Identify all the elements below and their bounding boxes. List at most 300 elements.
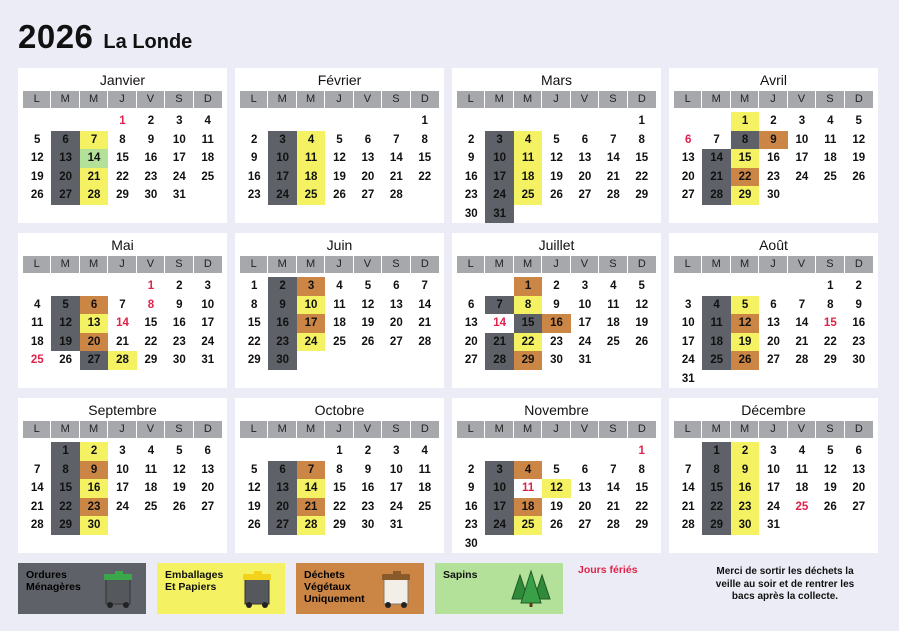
day-cell: 28 <box>795 354 809 366</box>
day-cell: 17 <box>297 314 325 333</box>
day-cell: 27 <box>464 354 478 366</box>
day-cell: 1 <box>251 280 258 292</box>
empty-cell <box>731 370 759 389</box>
month-7 <box>669 233 878 388</box>
day-cell: 28 <box>606 519 620 531</box>
day-cell: 28 <box>297 516 325 535</box>
day-cell: 5 <box>827 445 834 457</box>
day-cell: 21 <box>606 170 620 183</box>
day-cell: 7 <box>393 133 400 146</box>
day-cell: 14 <box>418 298 432 311</box>
day-cell: 12 <box>635 298 649 311</box>
day-cell: 3 <box>176 115 183 127</box>
day-cell: 8 <box>827 298 834 311</box>
empty-cell <box>108 516 136 535</box>
legend-label: Ordures Ménagères <box>26 569 81 593</box>
day-cell: 27 <box>268 516 296 535</box>
day-cell: 25 <box>823 170 837 183</box>
empty-cell <box>514 112 542 131</box>
weekday-label: M <box>297 91 325 108</box>
day-cell: 8 <box>702 461 730 480</box>
day-cell: 4 <box>514 461 542 480</box>
legend-label: Déchets Végétaux Uniquement <box>304 569 365 605</box>
weekday-label: L <box>23 421 51 438</box>
day-cell: 29 <box>514 351 542 370</box>
day-cell: 15 <box>116 152 129 164</box>
day-cell: 28 <box>606 189 620 201</box>
weekday-label: L <box>674 421 702 438</box>
day-cell: 27 <box>767 354 780 366</box>
month-name: Août <box>759 237 788 253</box>
day-cell: 11 <box>333 298 346 311</box>
day-cell: 6 <box>268 461 296 480</box>
day-cell: 1 <box>638 445 645 457</box>
empty-cell <box>702 370 730 389</box>
day-cell: 28 <box>681 519 695 531</box>
day-cell: 6 <box>581 133 589 146</box>
day-cell: 7 <box>297 461 325 480</box>
day-cell: 3 <box>297 277 325 296</box>
week-row <box>674 131 873 150</box>
day-cell: 11 <box>607 298 620 311</box>
empty-cell <box>80 277 108 296</box>
day-cell: 5 <box>176 445 183 457</box>
day-cell: 14 <box>606 152 620 164</box>
week-row <box>23 149 222 168</box>
empty-cell <box>542 205 570 224</box>
empty-cell <box>108 277 136 296</box>
day-cell: 12 <box>361 298 375 311</box>
empty-cell <box>51 112 79 131</box>
weekday-header <box>457 91 656 108</box>
day-cell: 7 <box>610 463 617 476</box>
day-cell: 14 <box>80 149 108 168</box>
day-cell: 11 <box>824 133 837 146</box>
weekday-header <box>240 421 439 438</box>
day-cell: 4 <box>204 115 211 127</box>
day-cell: 9 <box>364 463 372 476</box>
day-cell: 31 <box>681 372 695 385</box>
week-row <box>457 296 656 315</box>
empty-cell <box>325 351 353 370</box>
day-cell: 9 <box>468 152 475 164</box>
day-cell: 7 <box>685 463 692 476</box>
day-cell: 8 <box>421 133 428 146</box>
empty-cell <box>599 205 627 224</box>
legend-emballages-papiers <box>157 563 285 614</box>
week-row <box>23 168 222 187</box>
day-cell: 6 <box>855 445 862 457</box>
day-cell: 19 <box>30 170 44 183</box>
week-row <box>240 498 439 517</box>
day-cell: 12 <box>51 314 79 333</box>
day-cell: 22 <box>116 170 129 183</box>
day-cell: 13 <box>51 149 79 168</box>
day-cell: 18 <box>333 317 346 329</box>
day-cell: 18 <box>702 333 730 352</box>
day-cell: 17 <box>578 317 592 329</box>
week-row <box>674 498 873 517</box>
day-cell: 12 <box>731 314 759 333</box>
day-cell: 29 <box>333 519 346 531</box>
weekday-label: M <box>731 256 759 273</box>
month-name: Février <box>317 72 362 88</box>
day-cell: 19 <box>172 482 186 494</box>
week-row <box>457 186 656 205</box>
week-row <box>457 535 656 554</box>
empty-cell <box>411 186 439 205</box>
day-cell: 31 <box>201 354 215 366</box>
day-cell: 11 <box>297 149 325 168</box>
day-cell: 25 <box>201 170 215 183</box>
day-cell: 28 <box>108 351 136 370</box>
day-cell: 23 <box>464 189 478 201</box>
day-cell: 20 <box>268 498 296 517</box>
day-cell: 4 <box>421 445 428 457</box>
day-cell: 26 <box>172 500 186 513</box>
day-cell: 4 <box>702 296 730 315</box>
weekday-label: M <box>51 256 79 273</box>
day-cell: 5 <box>336 133 343 146</box>
day-cell: 21 <box>606 500 620 513</box>
day-cell: 1 <box>702 442 730 461</box>
day-cell: 10 <box>485 479 513 498</box>
collection-note: Merci de sortir les déchets la veille au soir et de rentrer les bacs après la collecte. <box>715 566 855 602</box>
week-row <box>457 131 656 150</box>
weekday-label: J <box>759 256 787 273</box>
week-row <box>674 314 873 333</box>
month-5 <box>235 233 444 388</box>
weekday-label: M <box>268 91 296 108</box>
weekday-label: M <box>80 91 108 108</box>
day-cell: 30 <box>767 189 780 201</box>
day-cell: 12 <box>30 152 44 164</box>
empty-cell <box>759 277 787 296</box>
weekday-header <box>674 256 873 273</box>
day-cell: 9 <box>268 296 296 315</box>
weekday-label: V <box>571 256 599 273</box>
day-cell: 13 <box>852 463 866 476</box>
weekday-label: M <box>702 256 730 273</box>
week-row <box>674 370 873 389</box>
week-row <box>457 149 656 168</box>
legend-ordures-menageres <box>18 563 146 614</box>
empty-cell <box>571 535 599 554</box>
empty-cell <box>240 112 268 131</box>
day-cell: 23 <box>361 500 375 513</box>
day-cell: 18 <box>514 498 542 517</box>
empty-cell <box>674 112 702 131</box>
day-cell: 27 <box>51 186 79 205</box>
empty-cell <box>165 516 193 535</box>
weekday-header <box>240 91 439 108</box>
day-cell: 16 <box>464 500 478 513</box>
weekday-label: S <box>816 256 844 273</box>
day-cell: 14 <box>606 482 620 494</box>
day-cell: 30 <box>852 354 866 366</box>
day-cell: 23 <box>767 170 780 183</box>
empty-cell <box>457 442 485 461</box>
day-cell: 4 <box>297 131 325 150</box>
day-cell: 26 <box>361 335 375 348</box>
day-cell: 10 <box>268 149 296 168</box>
legend-dechets-vegetaux <box>296 563 424 614</box>
day-cell: 4 <box>147 445 155 457</box>
week-row <box>457 516 656 535</box>
month-0 <box>18 68 227 223</box>
weekday-label: M <box>514 91 542 108</box>
weekday-label: D <box>194 256 222 273</box>
day-cell: 7 <box>798 298 806 311</box>
day-cell: 27 <box>578 519 592 531</box>
weekday-label: M <box>702 421 730 438</box>
day-cell: 23 <box>80 498 108 517</box>
day-cell: 14 <box>389 152 403 164</box>
day-cell: 8 <box>731 131 759 150</box>
week-row <box>674 168 873 187</box>
week-row <box>674 461 873 480</box>
day-cell: 25 <box>514 516 542 535</box>
weekday-label: V <box>354 421 382 438</box>
day-cell: 3 <box>119 445 126 457</box>
weekday-label: J <box>759 91 787 108</box>
day-cell: 20 <box>201 482 215 494</box>
day-cell: 24 <box>297 333 325 352</box>
day-cell: 16 <box>542 314 570 333</box>
day-cell: 16 <box>767 152 780 164</box>
week-row <box>23 442 222 461</box>
day-cell: 30 <box>144 189 158 201</box>
week-row <box>457 351 656 370</box>
day-cell: 9 <box>553 298 560 311</box>
day-cell: 18 <box>30 335 44 348</box>
weekday-label: D <box>194 421 222 438</box>
day-cell: 27 <box>80 351 108 370</box>
day-cell: 9 <box>855 298 862 311</box>
day-cell: 18 <box>606 317 620 329</box>
empty-cell <box>571 442 599 461</box>
day-cell: 24 <box>681 354 695 366</box>
week-row <box>674 516 873 535</box>
day-cell: 17 <box>795 152 809 164</box>
day-cell: 2 <box>268 277 296 296</box>
day-cell: 29 <box>144 354 158 366</box>
day-cell: 24 <box>578 335 592 348</box>
day-cell: 15 <box>333 482 346 494</box>
day-cell: 26 <box>30 189 44 201</box>
empty-cell <box>788 186 816 205</box>
week-row <box>674 277 873 296</box>
day-cell: 14 <box>795 317 809 329</box>
day-cell: 1 <box>147 280 155 292</box>
empty-cell <box>194 186 222 205</box>
day-cell: 2 <box>364 445 372 457</box>
day-cell: 17 <box>116 482 129 494</box>
day-cell: 12 <box>823 463 837 476</box>
weekday-label: J <box>325 256 353 273</box>
day-cell: 7 <box>80 131 108 150</box>
day-cell: 27 <box>681 189 695 201</box>
day-cell: 7 <box>34 463 41 476</box>
day-cell: 24 <box>172 170 186 183</box>
day-cell: 1 <box>827 280 834 292</box>
day-cell: 4 <box>610 280 617 292</box>
empty-cell <box>542 442 570 461</box>
weekday-label: D <box>628 421 656 438</box>
month-name: Octobre <box>314 402 365 418</box>
day-cell: 13 <box>80 314 108 333</box>
month-2 <box>452 68 661 223</box>
weekday-label: D <box>628 256 656 273</box>
weekday-label: S <box>165 256 193 273</box>
week-row <box>674 333 873 352</box>
weekday-label: L <box>23 256 51 273</box>
day-cell: 20 <box>578 170 592 183</box>
day-cell: 19 <box>550 500 563 513</box>
day-cell: 31 <box>389 519 403 531</box>
day-cell: 15 <box>731 149 759 168</box>
day-cell: 22 <box>702 498 730 517</box>
day-cell: 20 <box>80 333 108 352</box>
day-cell: 12 <box>333 152 346 164</box>
day-cell: 13 <box>268 479 296 498</box>
month-10 <box>452 398 661 553</box>
day-cell: 15 <box>247 317 261 329</box>
day-cell: 20 <box>361 170 375 183</box>
day-cell: 3 <box>798 115 806 127</box>
day-cell: 15 <box>144 317 158 329</box>
bin-yellow-lid-icon <box>241 569 275 609</box>
legend-jours-feries: Jours fériés <box>578 564 638 576</box>
day-cell: 20 <box>578 500 592 513</box>
weekday-label: L <box>457 91 485 108</box>
day-cell: 2 <box>855 280 862 292</box>
day-cell: 28 <box>389 189 403 201</box>
weekday-label: L <box>240 421 268 438</box>
week-row <box>457 168 656 187</box>
month-name: Juillet <box>538 237 575 253</box>
weekday-header <box>23 421 222 438</box>
weekday-label: V <box>571 421 599 438</box>
empty-cell <box>599 442 627 461</box>
weekday-label: M <box>514 256 542 273</box>
day-cell: 10 <box>485 149 513 168</box>
week-row <box>23 296 222 315</box>
empty-cell <box>240 442 268 461</box>
day-cell: 23 <box>144 170 158 183</box>
day-cell: 15 <box>51 479 79 498</box>
weekday-label: D <box>411 91 439 108</box>
day-cell: 5 <box>34 133 41 146</box>
weekday-label: D <box>411 256 439 273</box>
weekday-label: D <box>628 91 656 108</box>
day-cell: 29 <box>702 516 730 535</box>
day-cell: 15 <box>418 152 432 164</box>
day-cell: 23 <box>464 519 478 531</box>
day-cell: 2 <box>468 133 475 146</box>
day-cell: 13 <box>578 482 592 494</box>
weekday-label: V <box>137 421 165 438</box>
month-11 <box>669 398 878 553</box>
day-cell: 11 <box>521 482 535 494</box>
day-cell: 25 <box>418 500 432 513</box>
day-cell: 18 <box>418 482 432 494</box>
day-cell: 9 <box>759 131 787 150</box>
day-cell: 2 <box>553 280 560 292</box>
day-cell: 30 <box>361 519 375 531</box>
empty-cell <box>788 516 816 535</box>
day-cell: 3 <box>485 461 513 480</box>
day-cell: 10 <box>578 298 592 311</box>
day-cell: 29 <box>823 354 837 366</box>
weekday-label: S <box>599 256 627 273</box>
day-cell: 8 <box>638 463 645 476</box>
day-cell: 14 <box>297 479 325 498</box>
day-cell: 16 <box>144 152 158 164</box>
day-cell: 25 <box>795 500 809 513</box>
week-row <box>23 498 222 517</box>
weekday-label: V <box>137 91 165 108</box>
day-cell: 11 <box>144 463 157 476</box>
day-cell: 24 <box>767 500 780 513</box>
day-cell: 20 <box>389 317 403 329</box>
day-cell: 6 <box>80 296 108 315</box>
day-cell: 20 <box>767 335 780 348</box>
day-cell: 4 <box>827 115 834 127</box>
day-cell: 18 <box>201 152 215 164</box>
empty-cell <box>514 205 542 224</box>
weekday-label: V <box>571 91 599 108</box>
day-cell: 14 <box>30 482 44 494</box>
day-cell: 11 <box>201 133 214 146</box>
day-cell: 15 <box>514 314 542 333</box>
day-cell: 1 <box>638 115 645 127</box>
weekday-label: M <box>702 91 730 108</box>
day-cell: 24 <box>116 500 129 513</box>
weekday-header <box>240 256 439 273</box>
week-row <box>674 149 873 168</box>
month-3 <box>669 68 878 223</box>
week-row <box>674 186 873 205</box>
week-row <box>674 479 873 498</box>
empty-cell <box>382 351 410 370</box>
day-cell: 16 <box>464 170 478 183</box>
day-cell: 6 <box>468 298 475 311</box>
empty-cell <box>354 351 382 370</box>
day-cell: 26 <box>731 351 759 370</box>
empty-cell <box>628 205 656 224</box>
day-cell: 3 <box>770 445 777 457</box>
empty-cell <box>297 112 325 131</box>
day-cell: 26 <box>635 335 649 348</box>
week-row <box>457 112 656 131</box>
day-cell: 17 <box>767 482 780 494</box>
weekday-label: M <box>80 421 108 438</box>
day-cell: 10 <box>767 463 780 476</box>
day-cell: 24 <box>389 500 403 513</box>
legend-sapins <box>435 563 563 614</box>
day-cell: 26 <box>823 500 837 513</box>
week-row <box>674 296 873 315</box>
empty-cell <box>485 112 513 131</box>
empty-cell <box>628 535 656 554</box>
day-cell: 21 <box>418 317 432 329</box>
day-cell: 11 <box>418 463 431 476</box>
day-cell: 11 <box>702 314 730 333</box>
week-row <box>240 516 439 535</box>
day-cell: 8 <box>147 298 155 311</box>
weekday-label: M <box>485 421 513 438</box>
